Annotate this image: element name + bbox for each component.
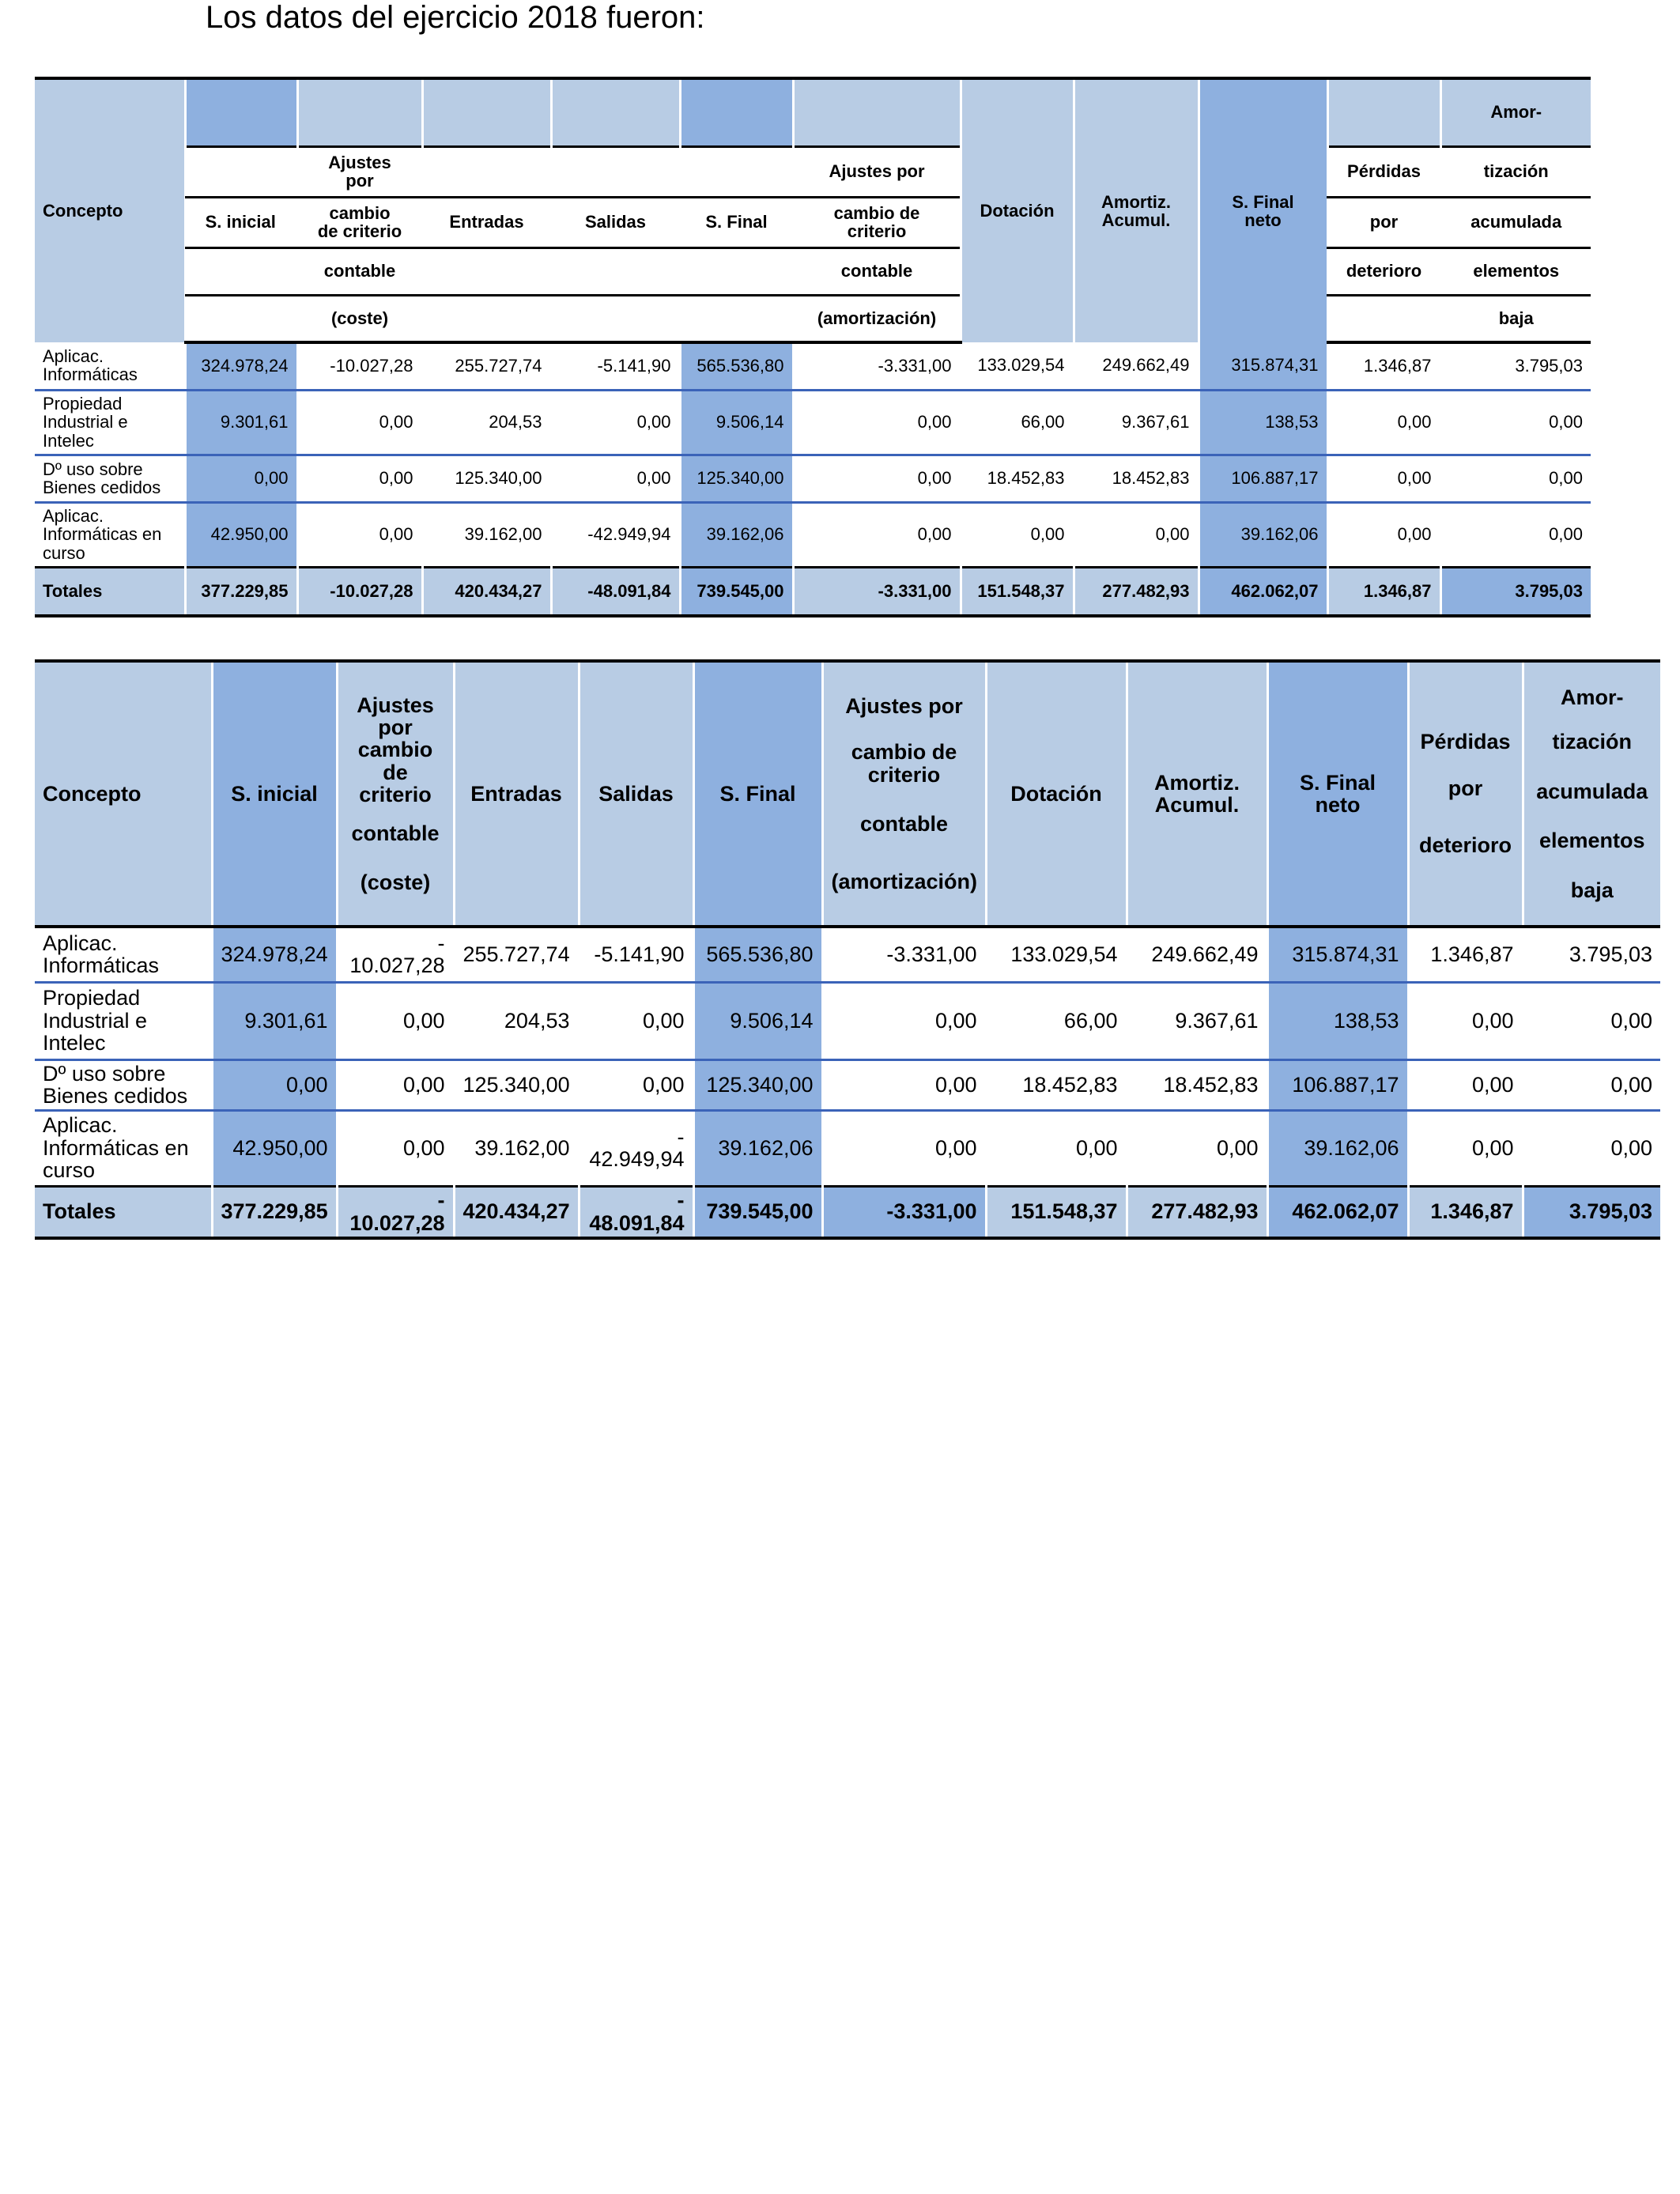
cell-dotacion: 133.029,54 xyxy=(961,342,1074,390)
header-empty xyxy=(551,247,680,295)
cell-amor-baja: 0,00 xyxy=(1440,455,1591,502)
cell-ajustes-coste: 0,00 xyxy=(297,390,422,455)
cell-s-final-neto: 39.162,06 xyxy=(1199,502,1327,567)
header-sfn-line2: neto xyxy=(1244,210,1282,230)
table-row xyxy=(35,455,1591,502)
header-ajustes-line: de xyxy=(383,760,408,784)
row-label-line: Aplicac. xyxy=(43,931,118,955)
cell-dotacion: 133.029,54 xyxy=(986,927,1127,982)
cell-amor-baja: 3.795,03 xyxy=(1523,927,1660,982)
cell-ajustes-coste xyxy=(337,927,454,982)
header-amor-line: elementos xyxy=(1538,829,1645,853)
cell-s-final-neto: 106.887,17 xyxy=(1267,1059,1408,1110)
total-ajustes-amort: -3.331,00 xyxy=(793,567,961,616)
header-empty xyxy=(422,146,551,197)
header-ajustes-coste-3: contable xyxy=(297,247,422,295)
cell-salidas xyxy=(579,1110,693,1186)
cell-ajustes-amort: -3.331,00 xyxy=(793,342,961,390)
header-band-cell xyxy=(680,78,793,146)
cell-perdidas: 0,00 xyxy=(1408,982,1523,1059)
cell-amortiz: 0,00 xyxy=(1127,1110,1267,1186)
row-label-line: curso xyxy=(43,542,85,563)
header-band-cell xyxy=(1327,78,1440,146)
header-s-final: S. Final xyxy=(680,197,793,247)
asset-movements-table-compact xyxy=(35,77,1591,617)
header-ajustes-line: cambio de xyxy=(851,740,957,765)
cell-ajustes-amort: 0,00 xyxy=(822,1059,986,1110)
header-sfn-line: neto xyxy=(1315,793,1361,817)
header-amor-line: Amor- xyxy=(1561,685,1624,710)
cell-amortiz: 0,00 xyxy=(1074,502,1199,567)
cell-amortiz: 18.452,83 xyxy=(1127,1059,1267,1110)
cell-entradas: 204,53 xyxy=(454,982,579,1059)
cell-ajustes-coste: 0,00 xyxy=(297,455,422,502)
wrapped-number: 10.027,28 xyxy=(349,954,445,978)
header-amortiz-line: Amortiz. xyxy=(1154,770,1240,795)
cell-s-final-neto: 39.162,06 xyxy=(1267,1110,1408,1186)
header-amortiz-acumul xyxy=(1074,78,1199,342)
wrapped-sign: - xyxy=(437,931,445,955)
wrapped-number: 42.949,94 xyxy=(589,1147,685,1171)
cell-entradas: 255.727,74 xyxy=(454,927,579,982)
row-label-line: Propiedad xyxy=(43,394,123,414)
cell-amor-baja: 0,00 xyxy=(1523,1059,1660,1110)
cell-salidas: 0,00 xyxy=(579,1059,693,1110)
cell-s-final: 565.536,80 xyxy=(680,342,793,390)
cell-amor-baja: 0,00 xyxy=(1440,390,1591,455)
cell-perdidas: 0,00 xyxy=(1408,1110,1523,1186)
header-amor-line1: Amor- xyxy=(1440,78,1591,146)
row-label xyxy=(35,1059,212,1110)
header-ajustes-line: cambio de xyxy=(833,202,920,223)
cell-s-inicial: 42.950,00 xyxy=(212,1110,337,1186)
header-empty xyxy=(680,295,793,342)
total-amor-baja: 3.795,03 xyxy=(1440,567,1591,616)
header-empty xyxy=(551,146,680,197)
header-ajustes-amort-3: contable xyxy=(793,247,961,295)
header-band-cell xyxy=(297,78,422,146)
header-ajustes-amort-4: (amortización) xyxy=(793,295,961,342)
cell-entradas: 125.340,00 xyxy=(454,1059,579,1110)
header-ajustes-line: por xyxy=(378,716,413,740)
cell-s-inicial: 324.978,24 xyxy=(212,927,337,982)
header-ajustes-line: (coste) xyxy=(360,870,431,894)
header-sfn-line: S. Final xyxy=(1299,770,1376,795)
cell-s-final: 9.506,14 xyxy=(680,390,793,455)
cell-s-final-neto: 106.887,17 xyxy=(1199,455,1327,502)
header-s-inicial: S. inicial xyxy=(185,197,297,247)
total-entradas: 420.434,27 xyxy=(454,1186,579,1238)
cell-amortiz: 18.452,83 xyxy=(1074,455,1199,502)
header-ajustes-coste-2 xyxy=(297,197,422,247)
header-perdidas-2: por xyxy=(1327,197,1440,247)
row-label-line: Propiedad xyxy=(43,986,141,1010)
cell-entradas: 204,53 xyxy=(422,390,551,455)
cell-s-inicial: 324.978,24 xyxy=(185,342,297,390)
header-perdidas-3: deterioro xyxy=(1327,247,1440,295)
header-perdidas-1: Pérdidas xyxy=(1327,146,1440,197)
header-ajustes-line: de criterio xyxy=(317,221,402,241)
header-perdidas xyxy=(1408,661,1523,927)
cell-amortiz: 249.662,49 xyxy=(1127,927,1267,982)
cell-ajustes-coste: -10.027,28 xyxy=(297,342,422,390)
cell-ajustes-coste: 0,00 xyxy=(337,982,454,1059)
table-row xyxy=(35,342,1591,390)
totals-label: Totales xyxy=(35,567,185,616)
header-band-cell xyxy=(422,78,551,146)
cell-perdidas: 0,00 xyxy=(1327,502,1440,567)
cell-salidas: 0,00 xyxy=(551,390,680,455)
header-ajustes-amort-1: Ajustes por xyxy=(793,146,961,197)
header-ajustes-coste-4: (coste) xyxy=(297,295,422,342)
header-amortiz-line: Acumul. xyxy=(1154,793,1240,817)
header-amor-line2: tización xyxy=(1440,146,1591,197)
header-amor-line5: baja xyxy=(1440,295,1591,342)
total-amortiz: 277.482,93 xyxy=(1074,567,1199,616)
totals-row xyxy=(35,1186,1660,1238)
row-label xyxy=(35,390,185,455)
cell-s-final-neto: 138,53 xyxy=(1199,390,1327,455)
total-dotacion: 151.548,37 xyxy=(961,567,1074,616)
header-amortiz-acumul xyxy=(1127,661,1267,927)
page-title: Los datos del ejercicio 2018 fueron: xyxy=(206,0,705,35)
header-ajustes-line: criterio xyxy=(847,221,907,241)
cell-s-inicial: 9.301,61 xyxy=(185,390,297,455)
cell-amor-baja: 0,00 xyxy=(1440,502,1591,567)
header-dotacion: Dotación xyxy=(961,78,1074,342)
row-label xyxy=(35,1110,212,1186)
header-band-cell xyxy=(793,78,961,146)
cell-perdidas: 1.346,87 xyxy=(1327,342,1440,390)
total-s-final-neto: 462.062,07 xyxy=(1199,567,1327,616)
row-label xyxy=(35,502,185,567)
header-ajustes-line: Ajustes por xyxy=(845,694,963,719)
header-ajustes-line: cambio xyxy=(357,738,433,762)
header-amor-baja xyxy=(1523,661,1660,927)
row-label-line: Bienes cedidos xyxy=(43,1084,188,1108)
header-s-final: S. Final xyxy=(693,661,822,927)
cell-s-inicial: 9.301,61 xyxy=(212,982,337,1059)
header-concepto: Concepto xyxy=(35,78,185,342)
header-ajustes-line: criterio xyxy=(359,783,432,807)
header-amortiz-line2: Acumul. xyxy=(1101,210,1171,230)
header-perdidas-line: por xyxy=(1448,776,1483,800)
total-s-final: 739.545,00 xyxy=(693,1186,822,1238)
header-empty xyxy=(422,247,551,295)
total-perdidas: 1.346,87 xyxy=(1408,1186,1523,1238)
wrapped-sign: - xyxy=(677,1124,685,1149)
total-ajustes-amort: -3.331,00 xyxy=(822,1186,986,1238)
header-empty xyxy=(680,146,793,197)
row-label-line: Dº uso sobre xyxy=(43,1061,166,1086)
total-dotacion: 151.548,37 xyxy=(986,1186,1127,1238)
row-label-line: Informáticas xyxy=(43,954,160,978)
cell-dotacion: 18.452,83 xyxy=(986,1059,1127,1110)
header-ajustes-line: contable xyxy=(859,812,949,836)
table-row xyxy=(35,390,1591,455)
header-sfn-line1: S. Final xyxy=(1232,191,1294,212)
total-s-final-neto: 462.062,07 xyxy=(1267,1186,1408,1238)
header-perdidas-line: deterioro xyxy=(1418,833,1512,858)
row-label-line: Aplicac. xyxy=(43,346,104,367)
header-ajustes-line: cambio xyxy=(329,202,391,223)
row-label-line: Informáticas xyxy=(43,364,138,385)
table-row xyxy=(35,1059,1660,1110)
row-label xyxy=(35,982,212,1059)
cell-dotacion: 0,00 xyxy=(961,502,1074,567)
cell-s-final-neto: 315.874,31 xyxy=(1267,927,1408,982)
cell-s-final-neto: 315.874,31 xyxy=(1199,342,1327,390)
cell-s-final: 39.162,06 xyxy=(693,1110,822,1186)
cell-s-final-neto: 138,53 xyxy=(1267,982,1408,1059)
header-amor-line: acumulada xyxy=(1536,779,1648,803)
cell-ajustes-amort: -3.331,00 xyxy=(822,927,986,982)
header-concepto: Concepto xyxy=(35,661,212,927)
cell-amortiz: 249.662,49 xyxy=(1074,342,1199,390)
total-s-final: 739.545,00 xyxy=(680,567,793,616)
wrapped-sign: - xyxy=(677,1188,685,1213)
cell-perdidas: 0,00 xyxy=(1327,390,1440,455)
cell-salidas: -42.949,94 xyxy=(551,502,680,567)
cell-ajustes-coste: 0,00 xyxy=(337,1110,454,1186)
cell-salidas: -5.141,90 xyxy=(551,342,680,390)
header-ajustes-amort xyxy=(822,661,986,927)
cell-perdidas: 0,00 xyxy=(1408,1059,1523,1110)
total-ajustes-coste: -10.027,28 xyxy=(297,567,422,616)
cell-s-final: 39.162,06 xyxy=(680,502,793,567)
header-ajustes-coste-1 xyxy=(297,146,422,197)
cell-salidas: 0,00 xyxy=(579,982,693,1059)
header-ajustes-line: (amortización) xyxy=(831,869,978,893)
row-label-line: Aplicac. xyxy=(43,506,104,527)
header-entradas: Entradas xyxy=(422,197,551,247)
total-entradas: 420.434,27 xyxy=(422,567,551,616)
cell-ajustes-amort: 0,00 xyxy=(822,1110,986,1186)
total-perdidas: 1.346,87 xyxy=(1327,567,1440,616)
header-empty xyxy=(185,146,297,197)
header-ajustes-line: Ajustes xyxy=(357,693,434,717)
row-label xyxy=(35,927,212,982)
cell-ajustes-amort: 0,00 xyxy=(822,982,986,1059)
header-empty xyxy=(185,295,297,342)
total-amortiz: 277.482,93 xyxy=(1127,1186,1267,1238)
header-s-inicial: S. inicial xyxy=(212,661,337,927)
header-amortiz-line1: Amortiz. xyxy=(1101,191,1171,212)
cell-s-inicial: 0,00 xyxy=(212,1059,337,1110)
row-label-line: Aplicac. xyxy=(43,1113,118,1138)
row-label-line: curso xyxy=(43,1158,96,1183)
table-row xyxy=(35,927,1660,982)
row-label-line: Industrial e xyxy=(43,1008,148,1033)
header-amor-line3: acumulada xyxy=(1440,197,1591,247)
cell-dotacion: 66,00 xyxy=(961,390,1074,455)
cell-dotacion: 0,00 xyxy=(986,1110,1127,1186)
cell-dotacion: 66,00 xyxy=(986,982,1127,1059)
cell-ajustes-amort: 0,00 xyxy=(793,390,961,455)
cell-s-final: 9.506,14 xyxy=(693,982,822,1059)
table-row xyxy=(35,502,1591,567)
cell-ajustes-amort: 0,00 xyxy=(793,502,961,567)
header-salidas: Salidas xyxy=(551,197,680,247)
header-empty xyxy=(422,295,551,342)
table-row xyxy=(35,982,1660,1059)
header-ajustes-line: contable xyxy=(351,821,440,845)
wrapped-sign: - xyxy=(437,1188,445,1213)
header-amor-line: tización xyxy=(1552,730,1632,754)
header-amor-line: baja xyxy=(1570,878,1614,902)
header-entradas: Entradas xyxy=(454,661,579,927)
cell-amor-baja: 3.795,03 xyxy=(1440,342,1591,390)
total-s-inicial: 377.229,85 xyxy=(212,1186,337,1238)
row-label-line: Dº uso sobre xyxy=(43,459,143,479)
cell-s-inicial: 0,00 xyxy=(185,455,297,502)
totals-label: Totales xyxy=(35,1186,212,1238)
total-ajustes-coste xyxy=(337,1186,454,1238)
cell-dotacion: 18.452,83 xyxy=(961,455,1074,502)
total-s-inicial: 377.229,85 xyxy=(185,567,297,616)
total-salidas: -48.091,84 xyxy=(551,567,680,616)
cell-amor-baja: 0,00 xyxy=(1523,1110,1660,1186)
cell-amortiz: 9.367,61 xyxy=(1127,982,1267,1059)
cell-entradas: 39.162,00 xyxy=(454,1110,579,1186)
cell-entradas: 125.340,00 xyxy=(422,455,551,502)
row-label xyxy=(35,455,185,502)
cell-amor-baja: 0,00 xyxy=(1523,982,1660,1059)
cell-perdidas: 0,00 xyxy=(1327,455,1440,502)
header-salidas: Salidas xyxy=(579,661,693,927)
cell-entradas: 255.727,74 xyxy=(422,342,551,390)
row-label-line: Informáticas en xyxy=(43,1135,189,1160)
cell-s-final: 565.536,80 xyxy=(693,927,822,982)
totals-row xyxy=(35,567,1591,616)
cell-s-final: 125.340,00 xyxy=(693,1059,822,1110)
row-label-line: Intelec xyxy=(43,430,94,451)
header-ajustes-line: criterio xyxy=(867,762,941,787)
header-band-cell xyxy=(551,78,680,146)
row-label xyxy=(35,342,185,390)
table-row xyxy=(35,1110,1660,1186)
header-ajustes-line: Ajustes xyxy=(328,152,391,172)
total-amor-baja: 3.795,03 xyxy=(1523,1186,1660,1238)
asset-movements-table-large xyxy=(35,659,1660,1240)
cell-s-final: 125.340,00 xyxy=(680,455,793,502)
cell-salidas: -5.141,90 xyxy=(579,927,693,982)
header-ajustes-coste xyxy=(337,661,454,927)
cell-amortiz: 9.367,61 xyxy=(1074,390,1199,455)
cell-ajustes-coste: 0,00 xyxy=(297,502,422,567)
header-empty xyxy=(185,247,297,295)
row-label-line: Industrial e xyxy=(43,412,128,432)
cell-s-inicial: 42.950,00 xyxy=(185,502,297,567)
header-s-final-neto xyxy=(1267,661,1408,927)
row-label-line: Bienes cedidos xyxy=(43,478,161,497)
header-amor-line4: elementos xyxy=(1440,247,1591,295)
header-band-cell xyxy=(185,78,297,146)
row-label-line: Intelec xyxy=(43,1031,106,1055)
wrapped-number: 10.027,28 xyxy=(349,1210,445,1235)
header-ajustes-amort-2 xyxy=(793,197,961,247)
header-dotacion: Dotación xyxy=(986,661,1127,927)
header-empty xyxy=(1327,295,1440,342)
header-ajustes-line: por xyxy=(345,171,374,191)
header-empty xyxy=(551,295,680,342)
row-label-line: Informáticas en xyxy=(43,524,162,545)
cell-ajustes-amort: 0,00 xyxy=(793,455,961,502)
header-s-final-neto xyxy=(1199,78,1327,342)
cell-salidas: 0,00 xyxy=(551,455,680,502)
cell-ajustes-coste: 0,00 xyxy=(337,1059,454,1110)
header-perdidas-line: Pérdidas xyxy=(1420,730,1511,754)
total-salidas xyxy=(579,1186,693,1238)
header-empty xyxy=(680,247,793,295)
wrapped-number: 48.091,84 xyxy=(589,1210,685,1235)
cell-perdidas: 1.346,87 xyxy=(1408,927,1523,982)
cell-entradas: 39.162,00 xyxy=(422,502,551,567)
